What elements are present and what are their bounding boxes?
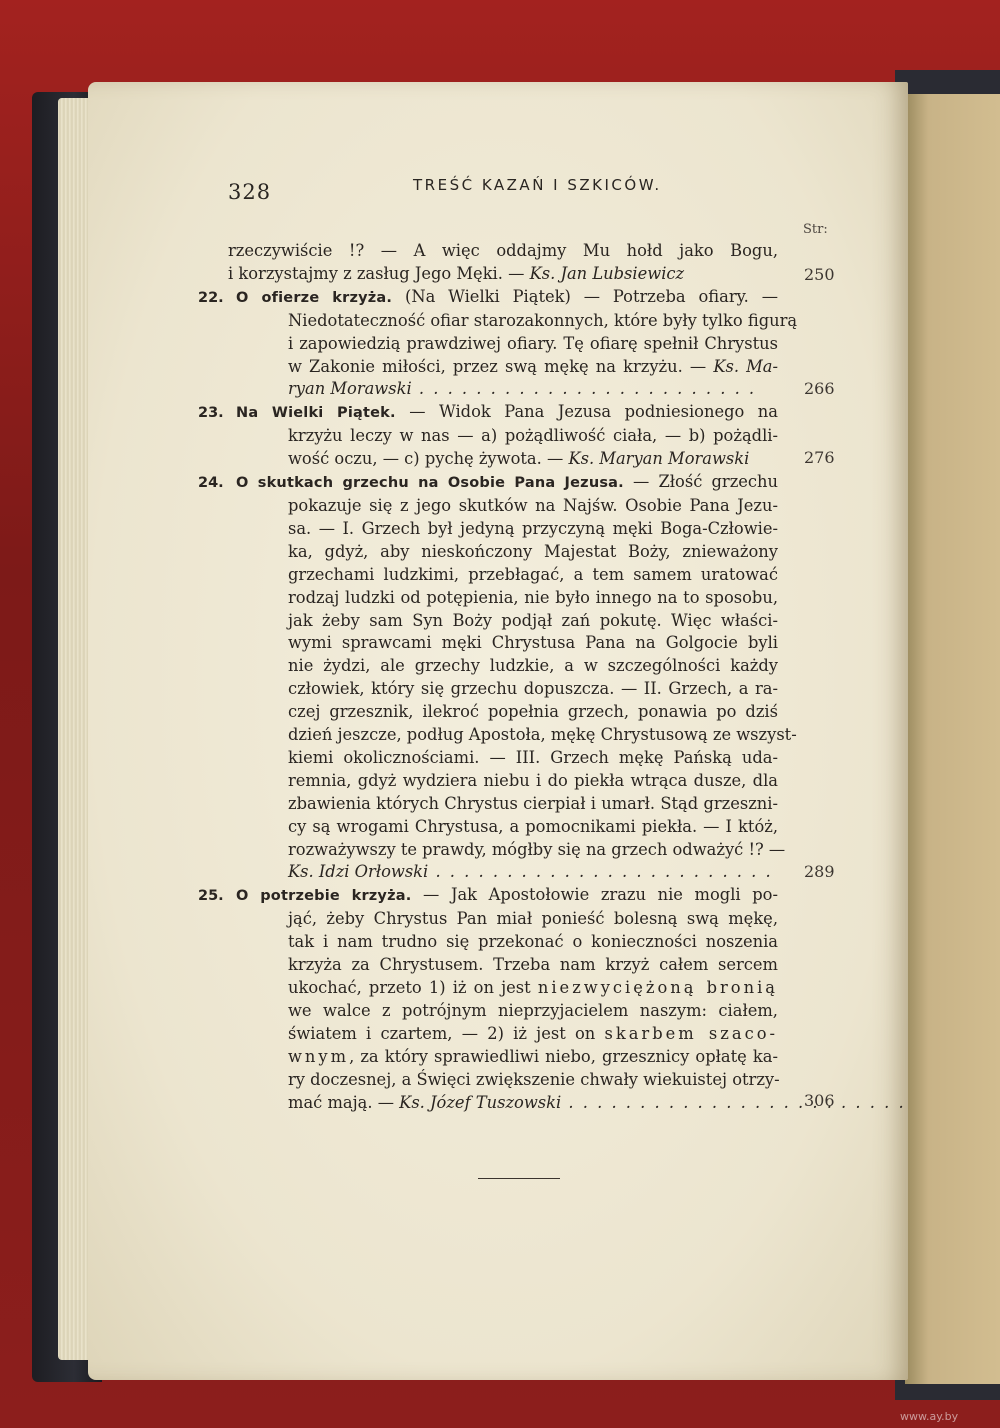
text-line: ukochać, przeto 1) iż on jest niezwyciężoną bronią (288, 978, 778, 997)
text-line: dzień jeszcze, podług Apostoła, mękę Chrystusową ze wszyst- (288, 725, 797, 745)
text-line: jąć, żeby Chrystus Pan miał ponieść bolesną swą mękę, (288, 909, 778, 929)
text-line: wość oczu, — c) pychę żywota. — Ks. Maryan Morawski (288, 449, 750, 469)
text-line: i korzystajmy z zasług Jego Męki. — Ks. Jan Lubsiewicz (228, 263, 685, 283)
entry-page-number: 276 (804, 448, 835, 468)
spaced-emphasis: wnym (288, 1046, 350, 1066)
entry-title: O ofierze krzyża. (236, 289, 393, 306)
spaced-emphasis: skarbem szaco- (604, 1023, 778, 1043)
entry-number: 24. (198, 475, 224, 492)
text-line: nie żydzi, ale grzechy ludzkie, a w szczególności każdy (288, 656, 778, 676)
text-line: wymi sprawcami męki Chrystusa Pana na Golgocie byli (288, 633, 778, 653)
entry-page-number: 266 (804, 378, 835, 398)
entry-title: O skutkach grzechu na Osobie Pana Jezusa. (236, 475, 624, 492)
facing-page (905, 94, 1000, 1384)
text-line: światem i czartem, — 2) iż jest on skarbem szaco- (288, 1023, 778, 1043)
text-line: rozważywszy te prawdy, mógłby się na grzech odważyć !? — (288, 839, 786, 859)
page-column-label: Str: (803, 222, 828, 237)
text-line: grzechami ludzkimi, przebłagać, a tem samem uratować (288, 564, 778, 584)
entry-page-number: 250 (804, 265, 835, 284)
watermark: www.ay.by (900, 1410, 959, 1423)
text-line: ry doczesnej, a Święci zwiększenie chwały wiekuistej otrzy- (288, 1069, 780, 1089)
text-line: cy są wrogami Chrystusa, a pomocnikami piekła. — I któż, (288, 816, 778, 836)
toc-entry (198, 884, 835, 1114)
closing-rule (478, 1178, 560, 1179)
text-line: w Zakonie miłości, przez swą mękę na krzyżu. — Ks. Ma- (288, 356, 779, 376)
text-line: remnia, gdyż wydziera niebu i do piekła wtrąca dusze, dla (288, 770, 778, 790)
text-line: sa. — I. Grzech był jedyną przyczyną męki Boga-Człowie- (288, 518, 778, 538)
toc-entry (198, 471, 835, 884)
entry-page-number: 306 (804, 1091, 835, 1111)
entry-title: O potrzebie krzyża. (236, 888, 412, 905)
toc-entry (198, 401, 835, 471)
entry-author: Ks. Józef Tuszowski . . . (399, 1093, 905, 1112)
text-line: kiemi okolicznościami. — III. Grzech mękę Pańską uda- (288, 747, 778, 767)
text-line: jak żeby sam Syn Boży podjął zań pokutę. Więc właści- (288, 610, 778, 630)
entry-author: Ks. Ma- (713, 356, 779, 376)
entry-author: ryan Morawski . . . (288, 379, 756, 398)
page-header (228, 176, 828, 212)
entry-author: Ks. Maryan Morawski (568, 449, 750, 469)
text-line: ka, gdyż, aby nieskończony Majestat Boży, znieważony (288, 541, 778, 561)
text-line: 23. Na Wielki Piątek. — Widok Pana Jezusa podniesionego na (198, 401, 778, 425)
text-line: pokazuje się z jego skutków na Najśw. Osobie Pana Jezu- (288, 495, 778, 515)
text-line: mać mają. — Ks. Józef Tuszowski . . . (228, 1092, 778, 1115)
text-line: i zapowiedzią prawdziwej ofiary. Tę ofiarę spełnił Chrystus (288, 333, 778, 353)
entry-author: Ks. Jan Lubsiewicz (529, 263, 685, 283)
entry-page-number: 289 (804, 862, 835, 882)
entry-number: 25. (198, 888, 224, 905)
spaced-emphasis: niezwyciężoną bronią (537, 978, 778, 997)
text-line: zbawienia których Chrystus cierpiał i umarł. Stąd grzeszni- (288, 793, 778, 813)
running-title: TREŚĆ KAZAŃ I SZKICÓW. (413, 176, 662, 194)
text-line: człowiek, który się grzechu dopuszcza. — II. Grzech, a ra- (288, 679, 778, 699)
toc-entry (198, 286, 835, 402)
toc-entry (228, 240, 835, 286)
text-line (228, 861, 778, 884)
text-line: rzeczywiście !? — A więc oddajmy Mu hołd jako Bogu, (228, 241, 778, 260)
text-line: krzyża za Chrystusem. Trzeba nam krzyż całem sercem (288, 955, 778, 975)
entry-number: 22. (198, 289, 224, 306)
text-line (228, 378, 778, 401)
text-line: 24. O skutkach grzechu na Osobie Pana Jezusa. — Złość grzechu (198, 471, 778, 495)
text-line: 25. O potrzebie krzyża. — Jak Apostołowie zrazu nie mogli po- (198, 884, 778, 908)
text-line: Niedotateczność ofiar starozakonnych, które były tylko figurą (288, 310, 798, 330)
text-line: wnym, za który sprawiedliwi niebo, grzesznicy opłatę ka- (288, 1046, 778, 1066)
text-line: 22. O ofierze krzyża. (Na Wielki Piątek) — Potrzeba ofiary. — (198, 286, 778, 310)
entry-title: Na Wielki Piątek. (236, 405, 396, 422)
text-line: tak i nam trudno się przekonać o konieczności noszenia (288, 932, 778, 952)
text-line: krzyżu leczy w nas — a) pożądliwość ciała, — b) pożądli- (288, 426, 778, 446)
table-of-contents (198, 240, 835, 1114)
text-line: czej grzesznik, ilekroć popełnia grzech, ponawia po dziś (288, 702, 778, 722)
text-line: rodzaj ludzki od potępienia, nie było innego na to sposobu, (288, 587, 778, 607)
entry-number: 23. (198, 405, 224, 422)
entry-author: Ks. Idzi Orłowski . . . (288, 862, 773, 881)
text-line: we walce z potrójnym nieprzyjacielem naszym: ciałem, (288, 1000, 778, 1020)
page-number: 328 (228, 180, 272, 204)
